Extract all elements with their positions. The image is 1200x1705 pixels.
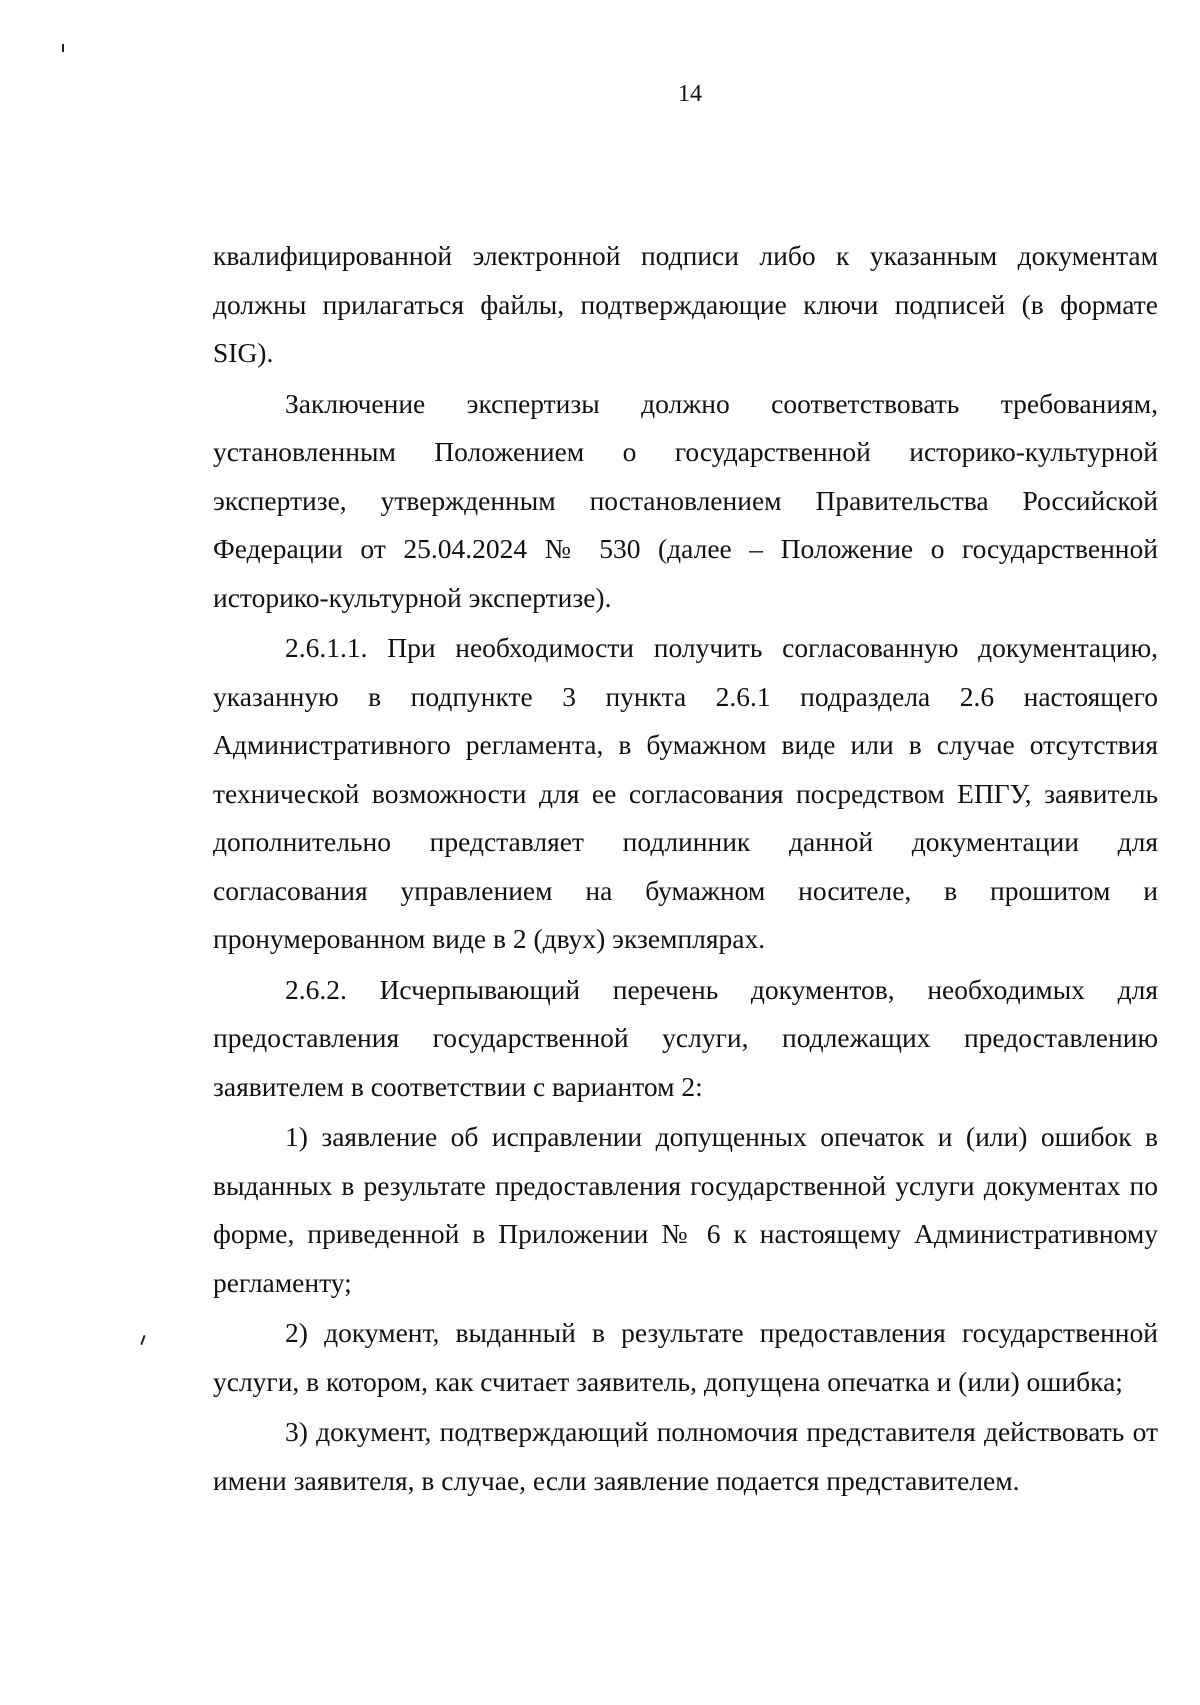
paragraph-2-6-1-1: 2.6.1.1. При необходимости получить согласованную документацию, указанную в подпункте 3 пункта 2.6.1 подраздела 2.6 настоящего Административного регламента, в бумажном виде или в случае отсутствия технической возможности для ее согласования посредством ЕПГУ, заявитель дополнительно представляет подлинник данной документации для согласования управлением на бумажном носителе, в прошитом и пронумерованном виде в 2 (двух) экземплярах. [213,632,1158,954]
page-number: 14 [678,81,702,107]
body-text [213,232,1158,1505]
paragraph-2-6-2: 2.6.2. Исчерпывающий перечень документов, необходимых для предоставления государственной услуги, подлежащих предоставлению заявителем в соответствии с вариантом 2: [213,973,1158,1102]
list-item-2: 2) документ, выданный в результате предоставления государственной услуги, в котором, как считает заявитель, допущена опечатка и (или) ошибка; [213,1317,1158,1397]
scan-mark [140,1335,145,1345]
list-item-3: 3) документ, подтверждающий полномочия представителя действовать от имени заявителя, в случае, если заявление подается представителем. [213,1416,1158,1496]
list-item-1: 1) заявление об исправлении допущенных опечаток и (или) ошибок в выданных в результате предоставления государственной услуги документах по форме, приведенной в Приложении № 6 к настоящему Административному регламенту; [213,1121,1158,1298]
scan-mark [62,44,64,52]
paragraph-expertise-conclusion: Заключение экспертизы должно соответствовать требованиям, установленным Положением о государственной историко-культурной экспертизе, утвержденным постановлением Правительства Российской Федерации от 25.04.2024 № 530 (далее – Положение о государственной историко-культурной экспертизе). [213,387,1158,613]
paragraph-signature-files: квалифицированной электронной подписи либо к указанным документам должны прилагаться файлы, подтверждающие ключи подписей (в формате SIG). [213,240,1158,368]
